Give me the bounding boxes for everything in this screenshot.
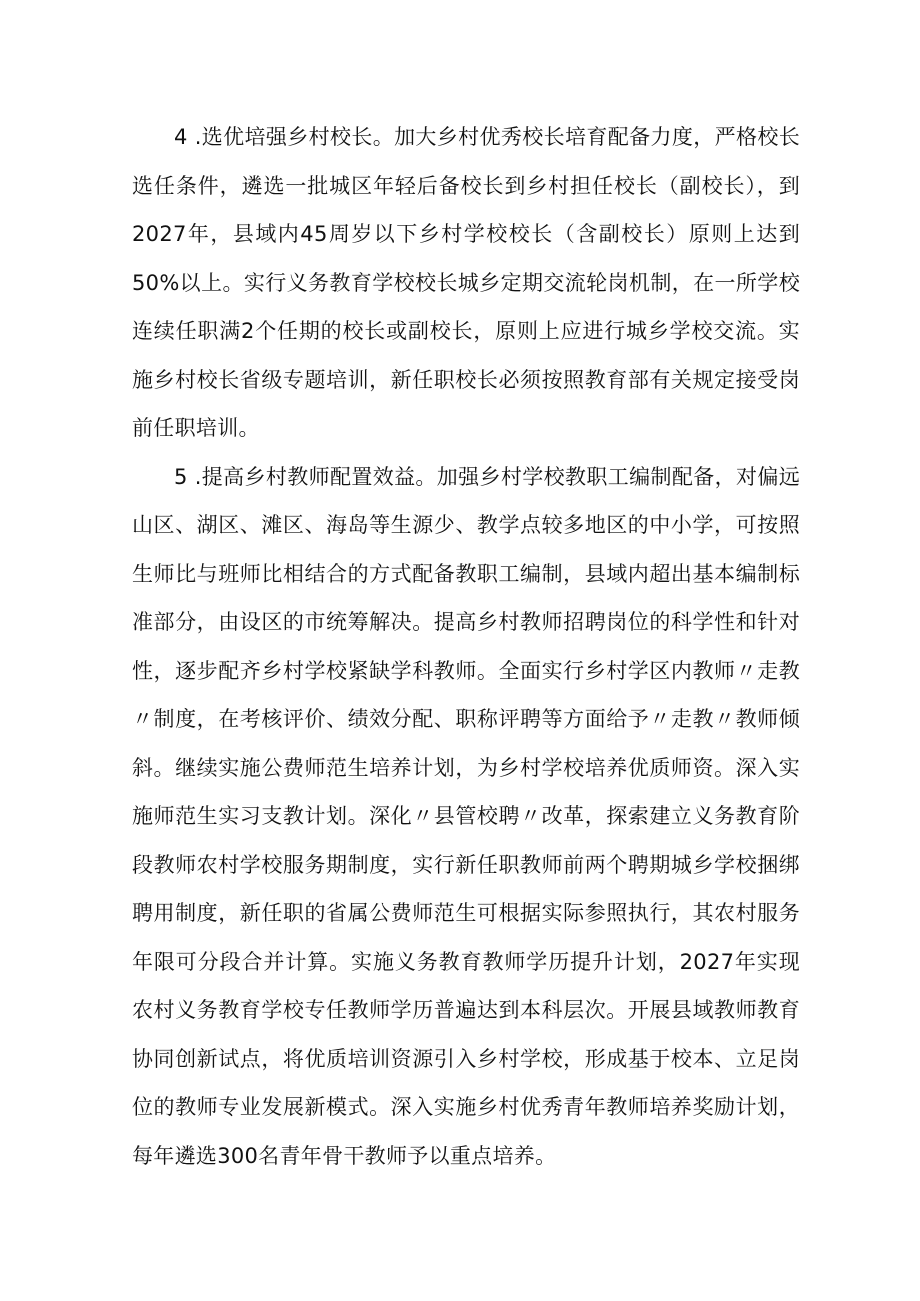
paragraph-principals: 4 .选优培强乡村校长。加大乡村优秀校长培育配备力度，严格校长选任条件，遴选一批城区年轻后备校长到乡村担任校长（副校长），到2027年，县域内45周岁以下乡村学校校长（含副校长）原则上达到50%以上。实行义务教育学校校长城乡定期交流轮岗机制，在一所学校连续任职满2个任期的校长或副校长，原则上应进行城乡学校交流。实施乡村校长省级专题培训，新任职校长必须按照教育部有关规定接受岗前任职培训。: [132, 125, 800, 440]
document-page: [132, 113, 800, 1180]
paragraph-teachers: 5 .提高乡村教师配置效益。加强乡村学校教职工编制配备，对偏远山区、湖区、滩区、海岛等生源少、教学点较多地区的中小学，可按照生师比与班师比相结合的方式配备教职工编制，县域内超出基本编制标准部分，由设区的市统筹解决。提高乡村教师招聘岗位的科学性和针对性，逐步配齐乡村学校紧缺学科教师。全面实行乡村学区内教师〃走教〃制度，在考核评价、绩效分配、职称评聘等方面给予〃走教〃教师倾斜。继续实施公费师范生培养计划，为乡村学校培养优质师资。深入实施师范生实习支教计划。深化〃县管校聘〃改革，探索建立义务教育阶段教师农村学校服务期制度，实行新任职教师前两个聘期城乡学校捆绑聘用制度，新任职的省属公费师范生可根据实际参照执行，其农村服务年限可分段合并计算。实施义务教育教师学历提升计划，2027年实现农村义务教育学校专任教师学历普遍达到本科层次。开展县域教师教育协同创新试点，将优质培训资源引入乡村学校，形成基于校本、立足岗位的教师专业发展新模式。深入实施乡村优秀青年教师培养奖励计划，每年遴选300名青年骨干教师予以重点培养。: [132, 464, 800, 1168]
